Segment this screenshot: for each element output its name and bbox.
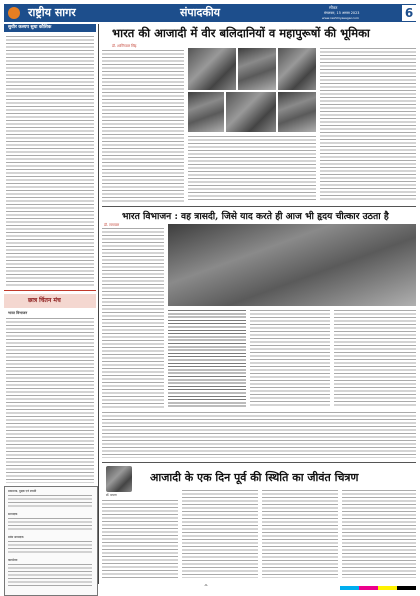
main-story-text-col3: [320, 48, 416, 202]
imprint-line-4: कार्यालय: [8, 558, 18, 562]
left-box-text: [6, 318, 94, 483]
second-story-text-col3: [250, 310, 330, 408]
third-story-text-col4: [342, 490, 416, 578]
photo-freedom-fighter-4: [226, 92, 276, 132]
imprint-box: [4, 486, 98, 596]
left-box-subheading: भारत विभाजन: [8, 311, 28, 315]
imprint-line-3: प्रबंध सम्पादक: [8, 535, 24, 539]
third-story-text-col1: [102, 500, 178, 578]
left-column-heading: सुधीर कश्यप सुधा कौशिक: [8, 25, 52, 30]
photo-freedom-fighter-3: [188, 92, 224, 132]
city-label: सीकर: [329, 5, 338, 10]
left-divider: [4, 290, 96, 291]
footer-color-strip: [340, 586, 416, 590]
photo-freedom-fighter-1: [188, 48, 236, 90]
page-number-badge: 6: [402, 5, 416, 21]
photo-freedom-fighter-5: [278, 48, 316, 90]
date-line: मंगलवार, 15 अगस्त 2023: [324, 11, 360, 15]
imprint-text-4: [8, 564, 92, 588]
second-story-text-col1: [102, 228, 164, 408]
imprint-line-1: प्रकाशक, मुद्रक एवं स्वामी: [8, 489, 37, 493]
main-story-text-col1: [102, 50, 184, 202]
column-separator: [98, 24, 99, 584]
second-story-text-col2: [168, 310, 246, 408]
photo-partition-train: [168, 224, 416, 306]
main-story-text-col2: [188, 136, 316, 202]
section-title: संपादकीय: [180, 6, 221, 19]
photo-freedom-fighter-2: [238, 48, 276, 90]
page-marker: -6-: [204, 583, 209, 587]
main-byline: डॉ. शान्तिपाल सिंह: [112, 44, 137, 48]
second-story-rule: [102, 206, 416, 207]
third-story-text-col3: [262, 490, 338, 578]
left-box-heading: छात्र चिंतन मंच: [28, 297, 61, 304]
imprint-text-1: [8, 495, 92, 509]
third-headline: आजादी के एक दिन पूर्व की स्थिति का जीवंत चित्रण: [150, 471, 359, 484]
author-caption: डॉ. प्रभात: [106, 493, 117, 497]
second-story-text-col4: [334, 310, 416, 408]
site-url: www.rashtriyasagar.com: [322, 16, 359, 20]
photo-freedom-fighter-6: [278, 92, 316, 132]
second-story-text-lower: [102, 412, 416, 458]
imprint-text-3: [8, 541, 92, 555]
third-story-text-col2: [182, 490, 258, 578]
photo-author: [106, 466, 132, 492]
imprint-text-2: [8, 518, 92, 532]
second-byline: डॉ. रामपाल: [104, 223, 120, 227]
masthead-bar: [4, 4, 416, 22]
imprint-line-2: सम्पादक: [8, 512, 18, 516]
logo-mark: [8, 7, 20, 19]
third-story-rule: [102, 462, 416, 463]
newspaper-name: राष्ट्रीय सागर: [28, 6, 76, 19]
left-column-text: [6, 36, 94, 286]
main-headline: भारत की आजादी में वीर बलिदानियों व महापुरूषों की भूमिका: [112, 26, 370, 40]
second-headline: भारत विभाजन : वह त्रासदी, जिसे याद करते ही आज भी हृदय चीत्कार उठता है: [122, 211, 389, 222]
left-column: [4, 24, 96, 584]
